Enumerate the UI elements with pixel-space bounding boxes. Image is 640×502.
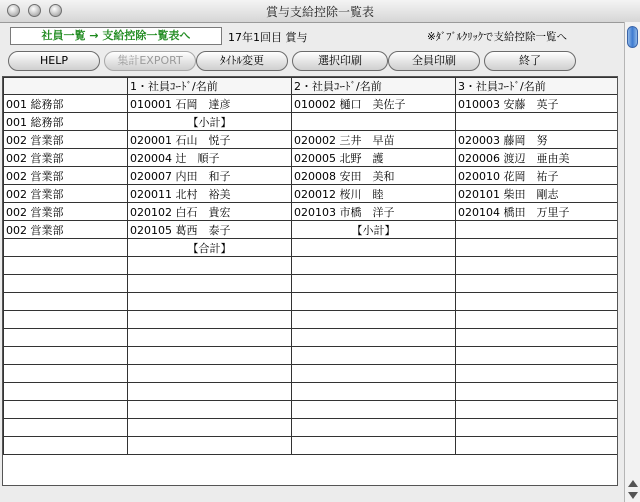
column-header-3: 3・社員ｺｰﾄﾞ/名前 [456, 78, 618, 95]
table-header-row [4, 78, 618, 95]
column-header-2: 2・社員ｺｰﾄﾞ/名前 [292, 78, 456, 95]
empty-cell[interactable] [456, 257, 618, 275]
employee-cell[interactable]: 【合計】 [128, 239, 292, 257]
double-click-hint: ※ﾀﾞﾌﾞﾙｸﾘｯｸで支給控除一覧へ [427, 31, 568, 43]
empty-cell[interactable] [4, 383, 128, 401]
employee-cell[interactable]: 020103 市橋 洋子 [292, 203, 456, 221]
employee-cell[interactable] [292, 239, 456, 257]
employee-cell[interactable]: 020007 内田 和子 [128, 167, 292, 185]
table-row[interactable] [4, 149, 618, 167]
empty-cell[interactable] [292, 383, 456, 401]
empty-cell[interactable] [128, 311, 292, 329]
empty-cell[interactable] [292, 275, 456, 293]
empty-table-row[interactable] [4, 275, 618, 293]
table-row[interactable] [4, 95, 618, 113]
empty-cell[interactable] [4, 293, 128, 311]
empty-cell[interactable] [128, 293, 292, 311]
exit-button[interactable]: 終了 [484, 51, 576, 71]
employee-cell[interactable]: 020002 三井 早苗 [292, 131, 456, 149]
empty-cell[interactable] [456, 311, 618, 329]
department-cell[interactable]: 002 営業部 [4, 149, 128, 167]
empty-cell[interactable] [4, 365, 128, 383]
empty-cell[interactable] [4, 437, 128, 455]
employee-cell[interactable] [456, 113, 618, 131]
empty-cell[interactable] [4, 347, 128, 365]
employee-cell[interactable]: 020104 橋田 万里子 [456, 203, 618, 221]
employee-cell[interactable]: 【小計】 [292, 221, 456, 239]
employee-cell[interactable]: 020006 渡辺 亜由美 [456, 149, 618, 167]
empty-table-row[interactable] [4, 419, 618, 437]
empty-cell[interactable] [456, 383, 618, 401]
table-row[interactable] [4, 167, 618, 185]
title-bar [0, 0, 640, 23]
toolbar [0, 50, 624, 74]
empty-table-row[interactable] [4, 329, 618, 347]
empty-cell[interactable] [128, 383, 292, 401]
empty-cell[interactable] [128, 437, 292, 455]
employee-cell[interactable]: 020011 北村 裕美 [128, 185, 292, 203]
empty-table-row[interactable] [4, 437, 618, 455]
employee-table [3, 77, 618, 455]
employee-cell[interactable]: 020004 辻 順子 [128, 149, 292, 167]
table-row[interactable] [4, 131, 618, 149]
column-header-1: 1・社員ｺｰﾄﾞ/名前 [128, 78, 292, 95]
empty-cell[interactable] [292, 365, 456, 383]
empty-cell[interactable] [128, 365, 292, 383]
table-row[interactable] [4, 221, 618, 239]
empty-cell[interactable] [4, 275, 128, 293]
empty-cell[interactable] [4, 257, 128, 275]
empty-cell[interactable] [4, 329, 128, 347]
department-cell[interactable]: 002 営業部 [4, 167, 128, 185]
empty-cell[interactable] [292, 347, 456, 365]
department-cell[interactable]: 002 営業部 [4, 185, 128, 203]
empty-table-row[interactable] [4, 311, 618, 329]
window-title: 賞与支給控除一覧表 [265, 5, 374, 19]
empty-cell[interactable] [128, 329, 292, 347]
empty-cell[interactable] [456, 401, 618, 419]
empty-cell[interactable] [292, 419, 456, 437]
employee-cell[interactable]: 020003 藤岡 努 [456, 131, 618, 149]
employee-cell[interactable]: 010002 樋口 美佐子 [292, 95, 456, 113]
employee-cell[interactable]: 020105 葛西 泰子 [128, 221, 292, 239]
empty-cell[interactable] [4, 419, 128, 437]
empty-cell[interactable] [456, 275, 618, 293]
empty-cell[interactable] [456, 329, 618, 347]
column-header-department [4, 78, 128, 95]
empty-cell[interactable] [128, 401, 292, 419]
employee-list-nav-button[interactable]: 社員一覧 → 支給控除一覧表へ [10, 27, 222, 45]
scroll-down-arrow-icon[interactable] [628, 492, 638, 499]
payment-round-label: 17年1回目 賞与 [228, 31, 308, 44]
empty-cell[interactable] [128, 347, 292, 365]
empty-cell[interactable] [292, 311, 456, 329]
department-cell[interactable] [4, 239, 128, 257]
empty-cell[interactable] [456, 365, 618, 383]
department-cell[interactable]: 001 総務部 [4, 113, 128, 131]
empty-table-row[interactable] [4, 293, 618, 311]
employee-cell[interactable]: 020012 桜川 睦 [292, 185, 456, 203]
employee-cell[interactable] [292, 113, 456, 131]
empty-table-row[interactable] [4, 257, 618, 275]
empty-cell[interactable] [4, 311, 128, 329]
employee-cell[interactable]: 010001 石岡 達彦 [128, 95, 292, 113]
department-cell[interactable]: 001 総務部 [4, 95, 128, 113]
empty-cell[interactable] [128, 419, 292, 437]
employee-cell[interactable]: 020008 安田 美和 [292, 167, 456, 185]
empty-cell[interactable] [292, 293, 456, 311]
empty-cell[interactable] [456, 419, 618, 437]
employee-cell[interactable] [456, 221, 618, 239]
table-row[interactable] [4, 203, 618, 221]
empty-cell[interactable] [456, 437, 618, 455]
employee-cell[interactable]: 020001 石山 悦子 [128, 131, 292, 149]
vertical-scrollbar[interactable] [624, 22, 640, 502]
employee-cell[interactable]: 【小計】 [128, 113, 292, 131]
employee-cell[interactable] [456, 239, 618, 257]
table-row[interactable] [4, 113, 618, 131]
department-cell[interactable]: 002 営業部 [4, 203, 128, 221]
empty-table-row[interactable] [4, 347, 618, 365]
all-print-button[interactable]: 全員印刷 [388, 51, 480, 71]
empty-table-row[interactable] [4, 365, 618, 383]
empty-cell[interactable] [456, 293, 618, 311]
department-cell[interactable]: 002 営業部 [4, 221, 128, 239]
empty-cell[interactable] [292, 257, 456, 275]
export-button[interactable]: 集計EXPORT [104, 51, 196, 71]
table-row[interactable] [4, 185, 618, 203]
empty-table-row[interactable] [4, 401, 618, 419]
department-cell[interactable]: 002 営業部 [4, 131, 128, 149]
bottom-bar [0, 486, 624, 502]
select-print-button[interactable]: 選択印刷 [292, 51, 388, 71]
empty-cell[interactable] [4, 401, 128, 419]
employee-cell[interactable]: 020102 白石 貴宏 [128, 203, 292, 221]
empty-cell[interactable] [292, 437, 456, 455]
scroll-up-arrow-icon[interactable] [628, 480, 638, 487]
empty-cell[interactable] [456, 347, 618, 365]
employee-grid[interactable] [2, 76, 618, 486]
employee-cell[interactable]: 020101 柴田 剛志 [456, 185, 618, 203]
employee-cell[interactable]: 020010 花岡 祐子 [456, 167, 618, 185]
help-button[interactable]: HELP [8, 51, 100, 71]
empty-cell[interactable] [128, 257, 292, 275]
empty-cell[interactable] [292, 329, 456, 347]
employee-cell[interactable]: 010003 安藤 英子 [456, 95, 618, 113]
empty-cell[interactable] [128, 275, 292, 293]
title-change-button[interactable]: ﾀｲﾄﾙ変更 [196, 51, 288, 71]
table-row[interactable] [4, 239, 618, 257]
empty-table-row[interactable] [4, 383, 618, 401]
employee-cell[interactable]: 020005 北野 護 [292, 149, 456, 167]
top-bar [0, 23, 624, 49]
empty-cell[interactable] [292, 401, 456, 419]
scroll-thumb[interactable] [627, 26, 638, 48]
